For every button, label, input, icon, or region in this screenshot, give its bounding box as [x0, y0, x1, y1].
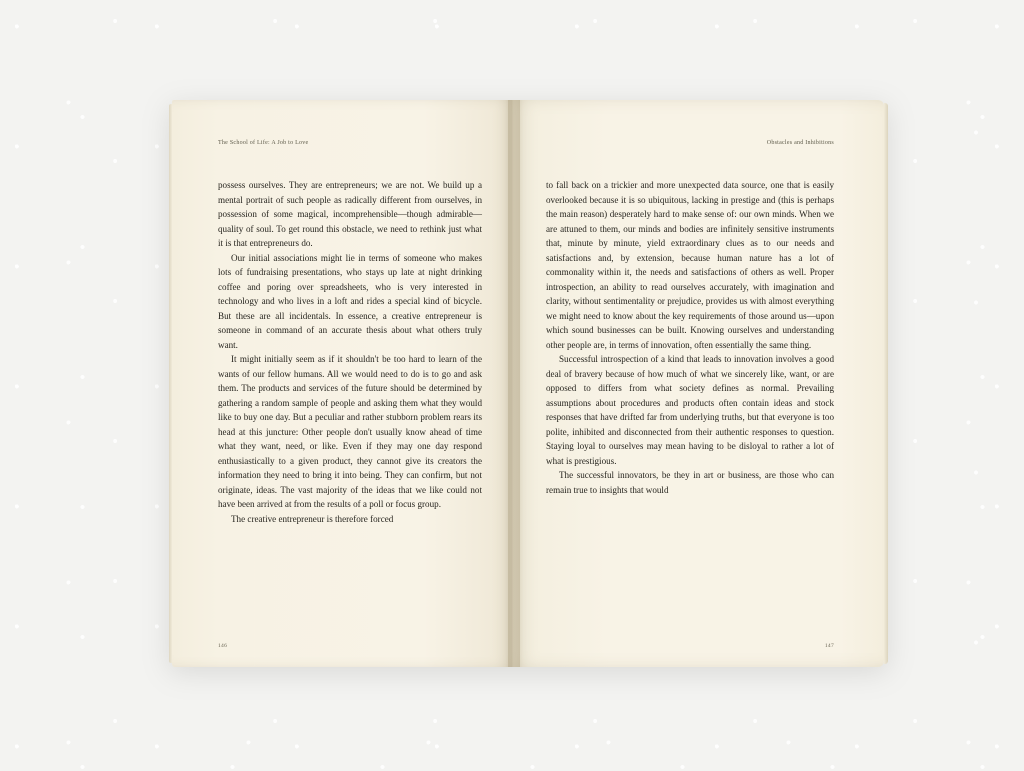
running-head-right: Obstacles and Inhibitions	[766, 140, 834, 146]
paragraph: The creative entrepreneur is therefore forced	[231, 513, 394, 524]
body-text-right	[546, 178, 834, 497]
open-book	[172, 100, 884, 667]
paragraph: possess ourselves. They are entrepreneurs; we are not. We build up a mental portrait of such people as radically different from ourselves, in possession of some magical, incomprehensible—though admirable—quality of soul. To get round this obstacle, we need to rethink just what it is that entrepreneurs do.	[218, 180, 482, 248]
page-edge-right	[884, 103, 888, 664]
running-head-left: The School of Life: A Job to Love	[218, 140, 309, 146]
paragraph: Successful introspection of a kind that leads to innovation involves a good deal of bravery because of how much of what we sincerely like, want, or are opposed to differs from what society defines as normal. Prevailing assumptions about procedures and products often contain ideas and stock responses that have drifted far from underlying truths, but that everyone is too polite, inhibited and disconnected from their authentic responses to question. Staying loyal to ourselves may mean having to be disloyal to rather a lot of what is prestigious.	[546, 354, 834, 466]
folio-left: 146	[218, 643, 228, 649]
body-text-left	[218, 178, 482, 526]
paragraph: to fall back on a trickier and more unexpected data source, one that is easily overlooked because it is so ubiquitous, lacking in prestige and (this is perhaps the main reason) desperately hard to make sense of: our own minds. When we are attuned to them, our minds and bodies are infinitely sensitive instruments that, minute by minute, yield extraordinary clues as to our needs and satisfactions and, by extension, because human nature has a lot of commonality within it, the needs and satisfactions of others as well. Proper introspection, an ability to read ourselves accurately, with imagination and clarity, without sentimentality or prejudice, provides us with almost everything we might need to know about the key requirements of those around us—upon which sound businesses can be built. Knowing ourselves and understanding other people are, in terms of innovation, often essentially the same thing.	[546, 180, 834, 350]
paragraph: The successful innovators, be they in art or business, are those who can remain true to insights that would	[546, 470, 834, 495]
page-edge-left	[169, 104, 172, 663]
book-page-left	[172, 100, 512, 667]
paragraph: It might initially seem as if it shouldn't be too hard to learn of the wants of our fellow humans. All we would need to do is to go and ask them. The products and services of the future should be determined by gathering a random sample of people and asking them what they would like to buy one day. But a peculiar and rather stubborn problem rears its head at this juncture: Other people don't usually know ahead of time what they want, need, or like. Even if they may one day respond enthusiastically to a given product, they cannot give its creators the information they need to bring it into being. They can confirm, but not originate, ideas. The vast majority of the ideas that we like could not have been arrived at from the results of a poll or focus group.	[218, 354, 482, 509]
book-page-right	[512, 100, 884, 667]
folio-right: 147	[824, 643, 834, 649]
paragraph: Our initial associations might lie in terms of someone who makes lots of fundraising presentations, who stays up late at night drinking coffee and poring over spreadsheets, who is very interested in technology and who lives in a loft and rides a special kind of bicycle. But these are all incidentals. In essence, a creative entrepreneur is someone in command of an accurate thesis about what others truly want.	[218, 252, 482, 350]
